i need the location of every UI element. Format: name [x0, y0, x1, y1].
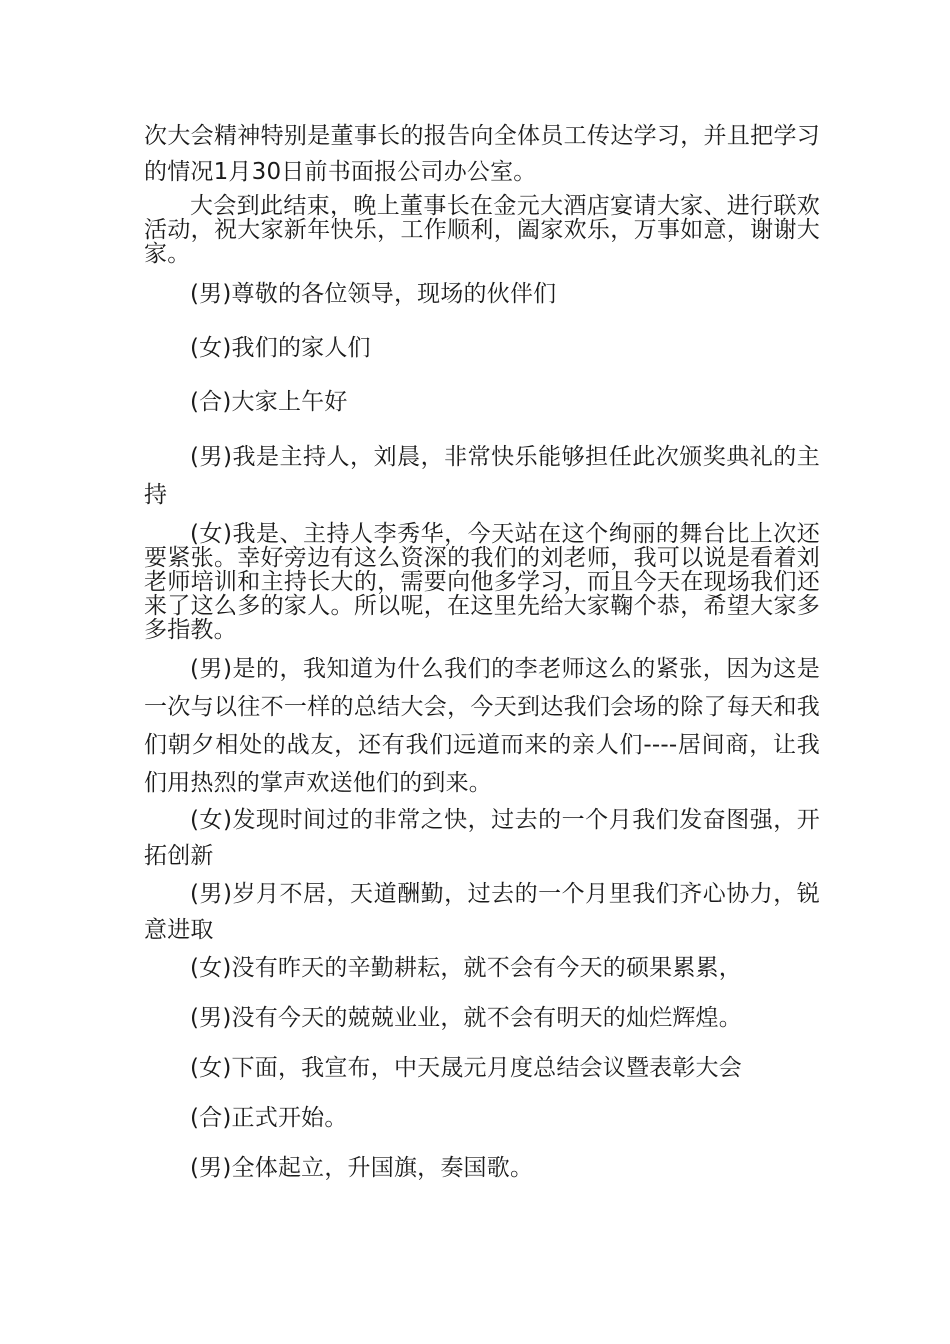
paragraph-together-start: (合)正式开始。: [190, 1105, 348, 1131]
paragraph-male-summary-meeting: (男)是的，我知道为什么我们的李老师这么的紧张，因为这是一次与以往不一样的总结大会，今天到达我们会场的除了每天和我们朝夕相处的战友，还有我们远道而来的亲人们----居间商，让我们用热烈的掌声欢送他们的到来。: [144, 656, 820, 796]
paragraph-meeting-spirit: 次大会精神特别是董事长的报告向全体员工传达学习，并且把学习的情况1月30日前书面报公司办公室。: [144, 123, 820, 185]
paragraph-female-yesterday: (女)没有昨天的辛勤耕耘，就不会有今天的硕果累累，: [190, 955, 742, 981]
paragraph-host-lixiuhua: (女)我是、主持人李秀华，今天站在这个绚丽的舞台比上次还要紧张。幸好旁边有这么资深的我们的刘老师，我可以说是看着刘老师培训和主持长大的，需要向他多学习，而且今天在现场我们还来了这么多的家人。所以呢，在这里先给大家鞠个恭，希望大家多多指教。: [144, 521, 820, 643]
paragraph-female-announce: (女)下面，我宣布，中天晟元月度总结会议暨表彰大会: [190, 1055, 742, 1081]
paragraph-male-anthem: (男)全体起立，升国旗，奏国歌。: [190, 1155, 534, 1181]
paragraph-male-today: (男)没有今天的兢兢业业，就不会有明天的灿烂辉煌。: [190, 1005, 742, 1031]
paragraph-host-liuchen: (男)我是主持人，刘晨，非常快乐能够担任此次颁奖典礼的主持: [144, 444, 820, 508]
paragraph-male-greeting: (男)尊敬的各位领导，现场的伙伴们: [190, 281, 557, 307]
document-body: [144, 118, 820, 1186]
paragraph-female-time: (女)发现时间过的非常之快，过去的一个月我们发奋图强，开拓创新: [144, 807, 820, 869]
paragraph-female-family: (女)我们的家人们: [190, 335, 371, 361]
paragraph-male-years: (男)岁月不居，天道酬勤，过去的一个月里我们齐心协力，锐意进取: [144, 881, 820, 943]
paragraph-meeting-end: 大会到此结束，晚上董事长在金元大酒店宴请大家、进行联欢活动，祝大家新年快乐，工作顺利，阖家欢乐，万事如意，谢谢大家。: [144, 193, 820, 267]
paragraph-together-morning: (合)大家上午好: [190, 389, 348, 415]
